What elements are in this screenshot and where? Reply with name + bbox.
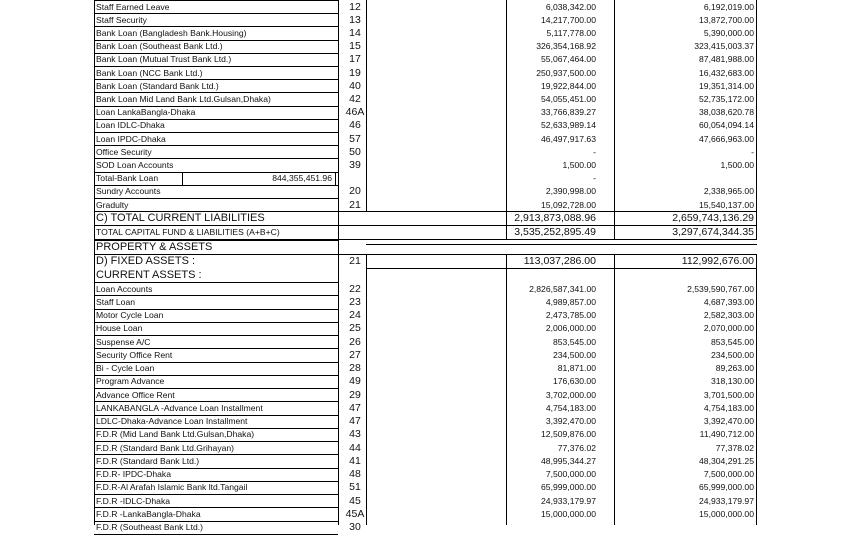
rule-current-prev-lower: [506, 254, 507, 525]
row-current-amount: 65,999,000.00: [541, 482, 596, 493]
row-current-amount: 52,633,989.14: [541, 120, 596, 131]
rule-row: [94, 388, 338, 389]
row-current-amount: 2,473,785.00: [545, 310, 596, 321]
row-label: Loan LankaBangla-Dhaka: [96, 107, 196, 118]
row-current-amount: 6,038,342.00: [545, 1, 596, 12]
rule-row: [94, 375, 338, 376]
row-previous-amount: 3,701,500.00: [703, 389, 754, 400]
liability-row: [94, 66, 758, 79]
row-current-amount: 77,376.02: [557, 442, 596, 453]
rule-row: [94, 106, 338, 107]
rule-row: [94, 158, 338, 159]
row-note: 44: [349, 441, 361, 454]
row-current-amount: 15,000,000.00: [541, 508, 596, 519]
row-note: 23: [349, 295, 361, 308]
row-previous-amount: 853,545.00: [710, 336, 754, 347]
asset-row: [94, 521, 758, 534]
rule-row: [94, 26, 338, 27]
asset-row: [94, 335, 758, 348]
row-label: F.D.R (Southeast Bank Ltd.): [96, 522, 203, 533]
row-note: 45: [349, 494, 361, 507]
row-note: 22: [349, 282, 361, 295]
row-previous-amount: 38,038,620.78: [699, 107, 754, 118]
row-current-amount: 234,500.00: [552, 349, 596, 360]
rule-note-amount-lower: [366, 254, 367, 525]
row-note: 49: [349, 375, 361, 388]
rule-row: [94, 454, 338, 455]
asset-row: [94, 507, 758, 520]
liability-row: [94, 0, 758, 13]
liability-row: [94, 26, 758, 39]
rule-fa-bottom: [366, 268, 757, 269]
rule-fa-top: [94, 254, 757, 255]
row-note: 47: [349, 415, 361, 428]
row-previous-amount: 3,392,470.00: [703, 416, 754, 427]
row-note: 45A: [345, 507, 365, 520]
rule-row: [94, 92, 338, 93]
current-assets-label: CURRENT ASSETS :: [96, 268, 202, 281]
liability-row: [94, 172, 758, 185]
row-previous-amount: 65,999,000.00: [699, 482, 754, 493]
row-previous-amount: 4,754,183.00: [703, 402, 754, 413]
rule-prev-right-upper: [614, 0, 615, 239]
row-note: 51: [349, 481, 361, 494]
rule-prop-top: [94, 240, 338, 241]
row-label: House Loan: [96, 323, 143, 334]
row-previous-amount: 11,490,712.00: [699, 429, 754, 440]
row-label: Bank Loan Mid Land Bank Ltd.Gulsan,Dhaka): [96, 94, 271, 105]
row-previous-amount: 48,304,291.25: [699, 455, 754, 466]
row-current-amount: 250,937,500.00: [536, 67, 596, 78]
row-label: Bank Loan (NCC Bank Ltd.): [96, 67, 203, 78]
row-previous-amount: 52,735,172.00: [699, 94, 754, 105]
row-previous-amount: 19,351,314.00: [699, 80, 754, 91]
row-previous-amount: 87,481,988.00: [699, 54, 754, 65]
rule-row: [94, 335, 338, 336]
row-current-amount: 326,354,168.92: [536, 41, 596, 52]
rule-label-note-lower: [338, 240, 339, 525]
row-current-amount: 4,989,857.00: [545, 296, 596, 307]
row-current-amount: 1,500.00: [562, 160, 596, 171]
row-note: 21: [349, 198, 361, 211]
row-current-amount: 7,500,000.00: [545, 469, 596, 480]
rule-row: [94, 494, 338, 495]
row-current-amount: 2,826,587,341.00: [529, 283, 596, 294]
total-current-liabilities-row: [94, 211, 758, 225]
row-label: SOD Loan Accounts: [96, 160, 174, 171]
row-note: 20: [349, 185, 361, 198]
row-note: 47: [349, 401, 361, 414]
row-previous-amount: 47,666,963.00: [699, 133, 754, 144]
row-current-amount: 54,055,451.00: [541, 94, 596, 105]
row-note: 42: [349, 93, 361, 106]
row-label: Bank Loan (Bangladesh Bank.Housing): [96, 28, 247, 39]
row-label: Security Office Rent: [96, 349, 173, 360]
rule-prev-right-lower: [614, 254, 615, 525]
row-note: 29: [349, 388, 361, 401]
row-current-amount: 3,702,000.00: [545, 389, 596, 400]
rule-row: [94, 0, 338, 1]
rule-row: [94, 441, 338, 442]
row-previous-amount: 4,687,393.00: [703, 296, 754, 307]
liability-row: [94, 145, 758, 158]
liability-row: [94, 119, 758, 132]
asset-row: [94, 494, 758, 507]
row-label: F.D.R (Mid Land Bank Ltd.Gulsan,Dhaka): [96, 429, 255, 440]
rule-label-note-upper: [338, 0, 339, 239]
row-previous-amount: 323,415,003.37: [694, 41, 754, 52]
row-label: Suspense A/C: [96, 336, 151, 347]
row-previous-amount: 15,000,000.00: [699, 508, 754, 519]
row-current-amount: 19,922,844.00: [541, 80, 596, 91]
row-label: Sundry Accounts: [96, 186, 161, 197]
rule-row: [94, 66, 338, 67]
rule-row: [94, 428, 338, 429]
rule-current-prev-upper: [506, 0, 507, 239]
row-current-amount: 48,995,344.27: [541, 455, 596, 466]
row-note: 12: [349, 0, 361, 13]
row-note: 24: [349, 309, 361, 322]
rule-row: [94, 521, 338, 522]
asset-row: [94, 415, 758, 428]
row-previous-amount: 24,933,179.97: [699, 495, 754, 506]
row-note: 57: [349, 132, 361, 145]
asset-row: [94, 428, 758, 441]
rule-row: [94, 172, 338, 173]
asset-row: [94, 468, 758, 481]
row-label: F.D.R -LankaBangla-Dhaka: [96, 508, 201, 519]
row-label: LANKABANGLA -Advance Loan Installment: [96, 402, 263, 413]
rule-row: [94, 415, 338, 416]
rule-row: [94, 468, 338, 469]
row-label: Total-Bank Loan: [96, 173, 159, 184]
row-label: Bank Loan (Standard Bank Ltd.): [96, 80, 219, 91]
total-bank-loan-amount: 844,355,451.96: [272, 173, 332, 184]
row-previous-amount: 13,872,700.00: [699, 14, 754, 25]
row-current-amount: 853,545.00: [552, 336, 596, 347]
row-note: 39: [349, 159, 361, 172]
row-previous-amount: 16,432,683.00: [699, 67, 754, 78]
row-note: 27: [349, 348, 361, 361]
row-note: 15: [349, 40, 361, 53]
row-label: F.D.R (Standard Bank Ltd.): [96, 455, 200, 466]
row-label: Loan IPDC-Dhaka: [96, 133, 166, 144]
rule-row: [94, 507, 338, 508]
row-label: Bank Loan (Southeast Bank Ltd.): [96, 41, 223, 52]
row-previous-amount: 2,070,000.00: [703, 323, 754, 334]
row-current-amount: 12,509,876.00: [541, 429, 596, 440]
row-previous-amount: 318,130.00: [710, 376, 754, 387]
row-current-amount: [366, 521, 596, 534]
row-label: TOTAL CAPITAL FUND & LIABILITIES (A+B+C): [96, 227, 280, 238]
liability-row: [94, 198, 758, 211]
row-previous-amount: 15,540,137.00: [699, 199, 754, 210]
row-previous-amount: 3,297,674,344.35: [672, 226, 754, 239]
row-previous-amount: [618, 172, 754, 185]
row-label: Staff Security: [96, 14, 147, 25]
row-note: 13: [349, 13, 361, 26]
rule-row: [94, 282, 338, 283]
total-bank-loan-box: [182, 172, 336, 186]
row-label: Loan IDLC-Dhaka: [96, 120, 165, 131]
rule-double: [366, 244, 757, 245]
row-previous-amount: 2,582,303.00: [703, 310, 754, 321]
liability-row: [94, 92, 758, 105]
asset-row: [94, 362, 758, 375]
row-label: Loan Accounts: [96, 283, 153, 294]
row-label: Staff Loan: [96, 296, 136, 307]
current-assets-header: [94, 268, 758, 281]
liability-row: [94, 106, 758, 119]
row-label: F.D.R (Standard Bank Ltd.Grihayan): [96, 442, 235, 453]
row-current-amount: 176,630.00: [552, 376, 596, 387]
liability-row: [94, 40, 758, 53]
row-note: 28: [349, 362, 361, 375]
row-previous-amount: 2,659,743,136.29: [672, 212, 754, 225]
row-previous-amount: 5,390,000.00: [703, 28, 754, 39]
rule-row: [94, 481, 338, 482]
row-note: 25: [349, 322, 361, 335]
row-label: Gradulty: [96, 199, 129, 210]
row-current-amount: 113,037,286.00: [523, 255, 596, 267]
row-previous-amount: 6,192,019.00: [703, 1, 754, 12]
rule-tcl-top: [94, 211, 757, 212]
row-previous-amount: 1,500.00: [720, 160, 754, 171]
row-note: 46A: [345, 106, 365, 119]
row-previous-amount: 7,500,000.00: [703, 469, 754, 480]
asset-row: [94, 375, 758, 388]
liability-row: [94, 79, 758, 92]
row-previous-amount: 77,378.02: [715, 442, 754, 453]
rule-row: [94, 119, 338, 120]
row-note: 19: [349, 66, 361, 79]
rule-row: [94, 40, 338, 41]
row-current-amount: 2,006,000.00: [545, 323, 596, 334]
rule-row: [94, 348, 338, 349]
rule-row: [94, 362, 338, 363]
rule-tc-top: [94, 225, 757, 226]
row-label: D) FIXED ASSETS :: [96, 255, 196, 267]
row-label: LDLC-Dhaka-Advance Loan Installment: [96, 416, 248, 427]
property-assets-header: [94, 240, 758, 253]
row-label: Bi - Cycle Loan: [96, 363, 155, 374]
row-previous-amount: 2,539,590,767.00: [687, 283, 754, 294]
liability-row: [94, 158, 758, 171]
row-label: F.D.R- IPDC-Dhaka: [96, 469, 171, 480]
row-current-amount: 81,871.00: [557, 363, 596, 374]
liability-row: [94, 185, 758, 198]
asset-row: [94, 322, 758, 335]
rule-row: [94, 132, 338, 133]
rule-row: [94, 53, 338, 54]
row-label: F.D.R-Al Arafah Islamic Bank ltd.Tangail: [96, 482, 248, 493]
rule-row: [94, 309, 338, 310]
asset-row: [94, 388, 758, 401]
row-current-amount: 3,392,470.00: [545, 416, 596, 427]
row-label: C) TOTAL CURRENT LIABILITIES: [96, 212, 265, 225]
rule-row: [94, 322, 338, 323]
row-current-amount: 33,766,839.27: [541, 107, 596, 118]
row-note: 48: [349, 468, 361, 481]
asset-row: [94, 401, 758, 414]
row-label: Motor Cycle Loan: [96, 310, 164, 321]
row-note: 46: [349, 119, 361, 132]
rule-row: [94, 198, 338, 199]
rule-note-amount-upper: [366, 0, 367, 211]
asset-row: [94, 454, 758, 467]
row-current-amount: 2,390,998.00: [545, 186, 596, 197]
rule-right-upper: [756, 0, 757, 239]
rule-row: [94, 401, 338, 402]
row-previous-amount: [618, 521, 754, 534]
row-note: 26: [349, 335, 361, 348]
rule-row: [94, 185, 338, 186]
row-current-amount: 55,067,464.00: [541, 54, 596, 65]
liability-row: [94, 132, 758, 145]
row-label: Program Advance: [96, 376, 165, 387]
rule-right-lower: [756, 254, 757, 525]
row-note: 14: [349, 27, 361, 40]
asset-row: [94, 481, 758, 494]
row-previous-amount: 89,263.00: [715, 363, 754, 374]
total-capital-row: [94, 225, 758, 239]
row-current-amount: 4,754,183.00: [545, 402, 596, 413]
row-previous-amount: 60,054,094.14: [699, 120, 754, 131]
rule-row: [94, 145, 338, 146]
row-label: F.D.R -IDLC-Dhaka: [96, 495, 171, 506]
row-label: Office Security: [96, 146, 152, 157]
row-previous-amount: 112,992,676.00: [681, 255, 754, 267]
row-previous-amount: 234,500.00: [710, 349, 754, 360]
row-label: Bank Loan (Mutual Trust Bank Ltd.): [96, 54, 232, 65]
row-current-amount: 15,092,728.00: [541, 199, 596, 210]
row-current-amount: 24,933,179.97: [541, 495, 596, 506]
asset-row: [94, 309, 758, 322]
row-note: 17: [349, 53, 361, 66]
row-note: 50: [349, 145, 361, 158]
row-note: 21: [349, 255, 361, 267]
rule-row: [94, 13, 338, 14]
row-note: 40: [349, 79, 361, 92]
rule-row: [94, 295, 338, 296]
row-previous-amount: -: [751, 146, 754, 157]
liability-row: [94, 13, 758, 26]
property-assets-label: PROPERTY & ASSETS: [96, 240, 213, 253]
row-label: Staff Earned Leave: [96, 1, 170, 12]
asset-row: [94, 441, 758, 454]
row-current-amount: 3,535,252,895.49: [514, 226, 596, 239]
row-current-amount: -: [593, 173, 596, 184]
row-note: 43: [349, 428, 361, 441]
asset-row: [94, 282, 758, 295]
row-current-amount: -: [593, 146, 596, 157]
row-previous-amount: 2,338,965.00: [703, 186, 754, 197]
row-label: Advance Office Rent: [96, 389, 175, 400]
fixed-assets-row: [94, 254, 758, 268]
rule-row: [94, 79, 338, 80]
asset-row: [94, 348, 758, 361]
asset-row: [94, 295, 758, 308]
row-current-amount: 14,217,700.00: [541, 14, 596, 25]
row-current-amount: 2,913,873,088.96: [514, 212, 596, 225]
row-current-amount: 5,117,778.00: [546, 28, 596, 39]
row-note: 41: [349, 454, 361, 467]
row-current-amount: 46,497,917.63: [541, 133, 596, 144]
liability-row: [94, 53, 758, 66]
row-note: 30: [349, 521, 361, 534]
